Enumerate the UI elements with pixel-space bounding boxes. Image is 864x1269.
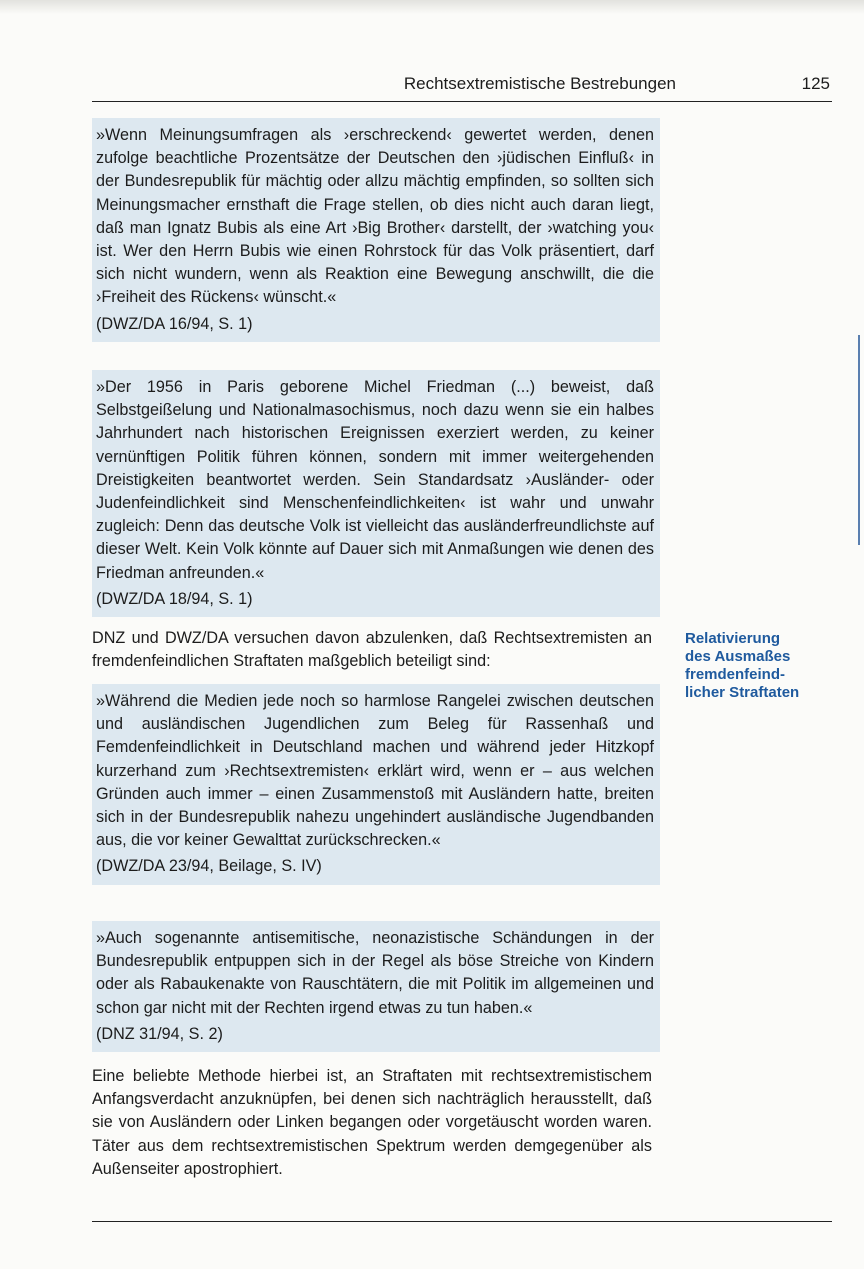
quote-box-1	[92, 118, 660, 342]
running-header	[92, 74, 832, 100]
quote-source: (DWZ/DA 16/94, S. 1)	[96, 314, 253, 333]
paragraph-text: Eine beliebte Methode hierbei ist, an Straftaten mit rechtsextremistischem Anfangsverdacht anzuknüpfen, bei denen sich nachträglich herausstellt, daß sie von Ausländern oder Linken begangen oder vorgetäuscht worden waren. Täter aus dem rechtsextremistischen Spektrum werden demgegenüber als Außenseiter apostrophiert.	[92, 1067, 652, 1178]
margin-note-line: des Ausmaßes	[685, 648, 791, 665]
quote-box-2	[92, 370, 660, 617]
quote-box-4	[92, 921, 660, 1052]
scan-edge-shadow	[0, 0, 864, 14]
header-title: Rechtsextremistische Bestrebungen	[403, 74, 676, 93]
quote-text: »Auch sogenannte antisemitische, neonazistische Schändungen in der Bundesrepublik entpuppen sich in der Regel als böse Streiche von Kindern oder als Rabaukenakte von Rauschtätern, die mit Politik im allgemeinen und schon gar nicht mit der Rechten irgend etwas zu tun haben.«	[96, 929, 654, 1017]
paragraph-1	[92, 627, 652, 673]
edge-tab-marker	[858, 335, 860, 545]
quote-source: (DNZ 31/94, S. 2)	[96, 1024, 223, 1043]
paragraph-text: DNZ und DWZ/DA versuchen davon abzulenken, daß Rechtsextremisten an fremdenfeindlichen Straftaten maßgeblich beteiligt sind:	[92, 629, 652, 671]
quote-box-3	[92, 684, 660, 885]
footer-rule	[92, 1221, 832, 1222]
quote-source: (DWZ/DA 18/94, S. 1)	[96, 589, 253, 608]
quote-source: (DWZ/DA 23/94, Beilage, S. IV)	[96, 857, 322, 876]
quote-text: »Während die Medien jede noch so harmlose Rangelei zwischen deutschen und ausländischen Jugendlichen zum Beleg für Rassenhaß und Femdenfeindlichkeit in Deutschland machen und während jeder Hitzkopf kurzerhand zum ›Rechtsextremisten‹ erklärt wird, wenn er – aus welchen Gründen auch immer – einen Zusammenstoß mit Ausländern hatte, breiten sich in der Bundesrepublik nahezu ungehindert ausländische Jugendbanden aus, die vor keiner Gewalttat zurückschrecken.«	[96, 692, 654, 850]
paragraph-2	[92, 1065, 652, 1181]
quote-text: »Der 1956 in Paris geborene Michel Friedman (...) beweist, daß Selbstgeißelung und Nationalmasochismus, noch dazu wenn sie ein halbes Jahrhundert nach historischen Ereignissen exerziert werden, zu keiner vernünftigen Politik führen können, sondern mit immer weitergehenden Dreistigkeiten beantwortet werden. Sein Standardsatz ›Ausländer- oder Judenfeindlichkeit sind Menschenfeindlichkeiten‹ ist wahr und unwahr zugleich: Denn das deutsche Volk ist vielleicht das ausländerfreundlichste auf dieser Welt. Kein Volk könnte auf Dauer sich mit Anmaßungen wie denen des Friedman anfreunden.«	[96, 378, 654, 582]
margin-note-line: licher Straftaten	[685, 684, 800, 701]
quote-text: »Wenn Meinungsumfragen als ›erschreckend‹ gewertet werden, denen zufolge beachtliche Prozentsätze der Deutschen den ›jüdischen Einfluß‹ in der Bundesrepublik für mächtig oder allzu mächtig empfinden, so sollten sich Meinungsmacher ernsthaft die Frage stellen, ob dies nicht auch daran liegt, daß man Ignatz Bubis als eine Art ›Big Brother‹ darstellt, der ›watching you‹ ist. Wer den Herrn Bubis wie einen Rohrstock für das Volk präsentiert, darf sich nicht wundern, wenn als Reaktion eine Bewegung anschwillt, die die ›Freiheit des Rückens‹ wünscht.«	[96, 126, 654, 307]
margin-note-line: fremdenfeind-	[685, 666, 786, 683]
page-number: 125	[801, 74, 830, 93]
margin-note-line: Relativierung	[685, 630, 781, 647]
header-rule	[92, 101, 832, 102]
margin-note	[685, 630, 835, 702]
